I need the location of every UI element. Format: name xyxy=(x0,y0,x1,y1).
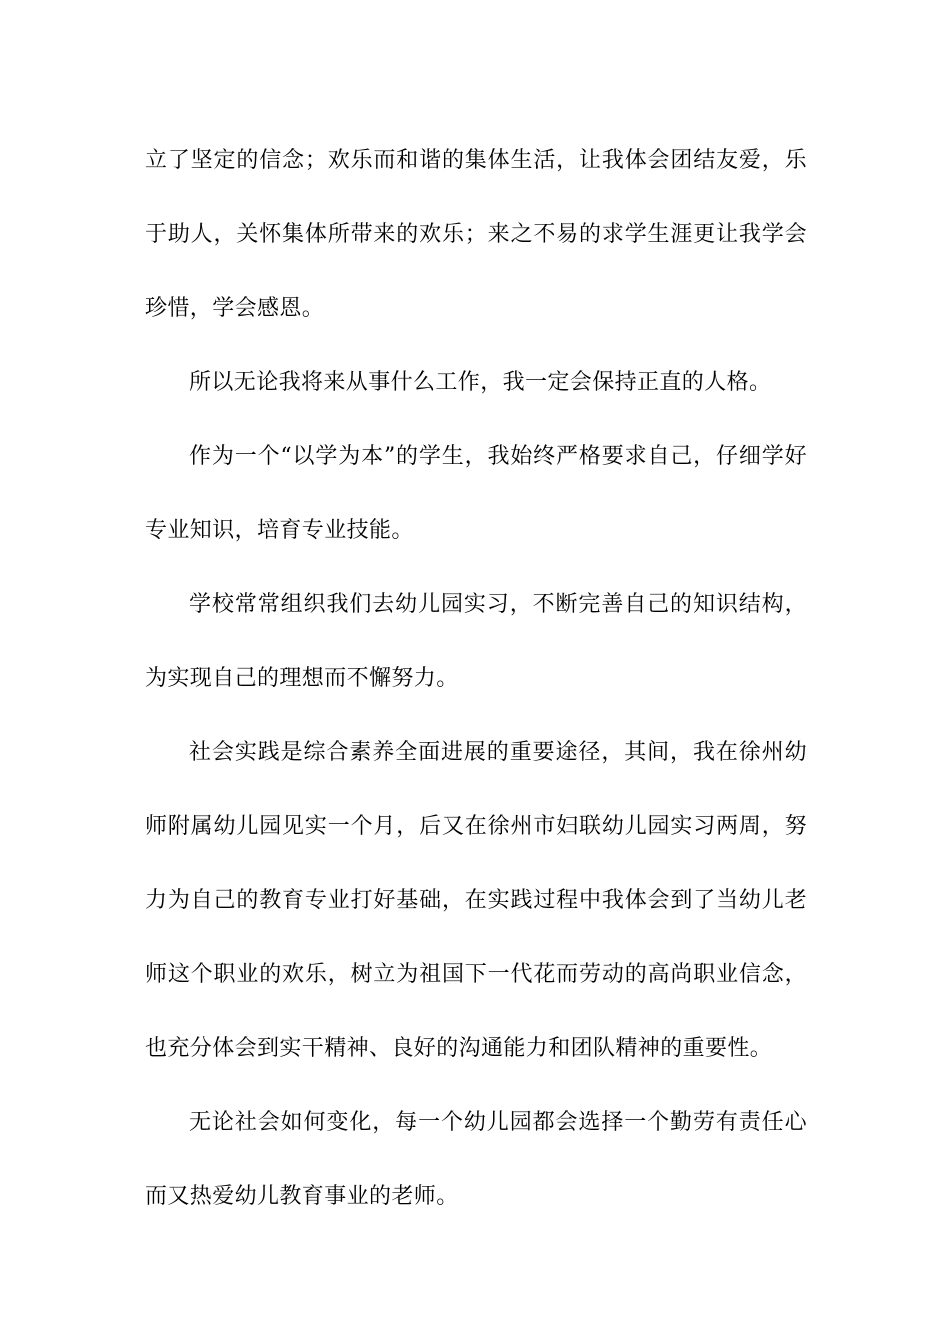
document-body xyxy=(145,124,807,1234)
paragraph: 社会实践是综合素养全面进展的重要途径，其间，我在徐州幼师附属幼儿园见实一个月，后又在徐州市妇联幼儿园实习两周，努力为自己的教育专业打好基础，在实践过程中我体会到了当幼儿老师这个职业的欢乐，树立为祖国下一代花而劳动的高尚职业信念，也充分体会到实干精神、良好的沟通能力和团队精神的重要性。 xyxy=(145,740,807,1061)
paragraph: 无论社会如何变化，每一个幼儿园都会选择一个勤劳有责任心而又热爱幼儿教育事业的老师。 xyxy=(145,1110,807,1209)
paragraph-continuation: 立了坚定的信念；欢乐而和谐的集体生活，让我体会团结友爱，乐于助人，关怀集体所带来的欢乐；来之不易的求学生涯更让我学会珍惜，学会感恩。 xyxy=(145,148,807,321)
paragraph: 作为一个“以学为本”的学生，我始终严格要求自己，仔细学好专业知识，培育专业技能。 xyxy=(145,444,807,543)
paragraph: 学校常常组织我们去幼儿园实习，不断完善自己的知识结构，为实现自己的理想而不懈努力。 xyxy=(145,592,807,691)
paragraph: 所以无论我将来从事什么工作，我一定会保持正直的人格。 xyxy=(189,370,772,395)
